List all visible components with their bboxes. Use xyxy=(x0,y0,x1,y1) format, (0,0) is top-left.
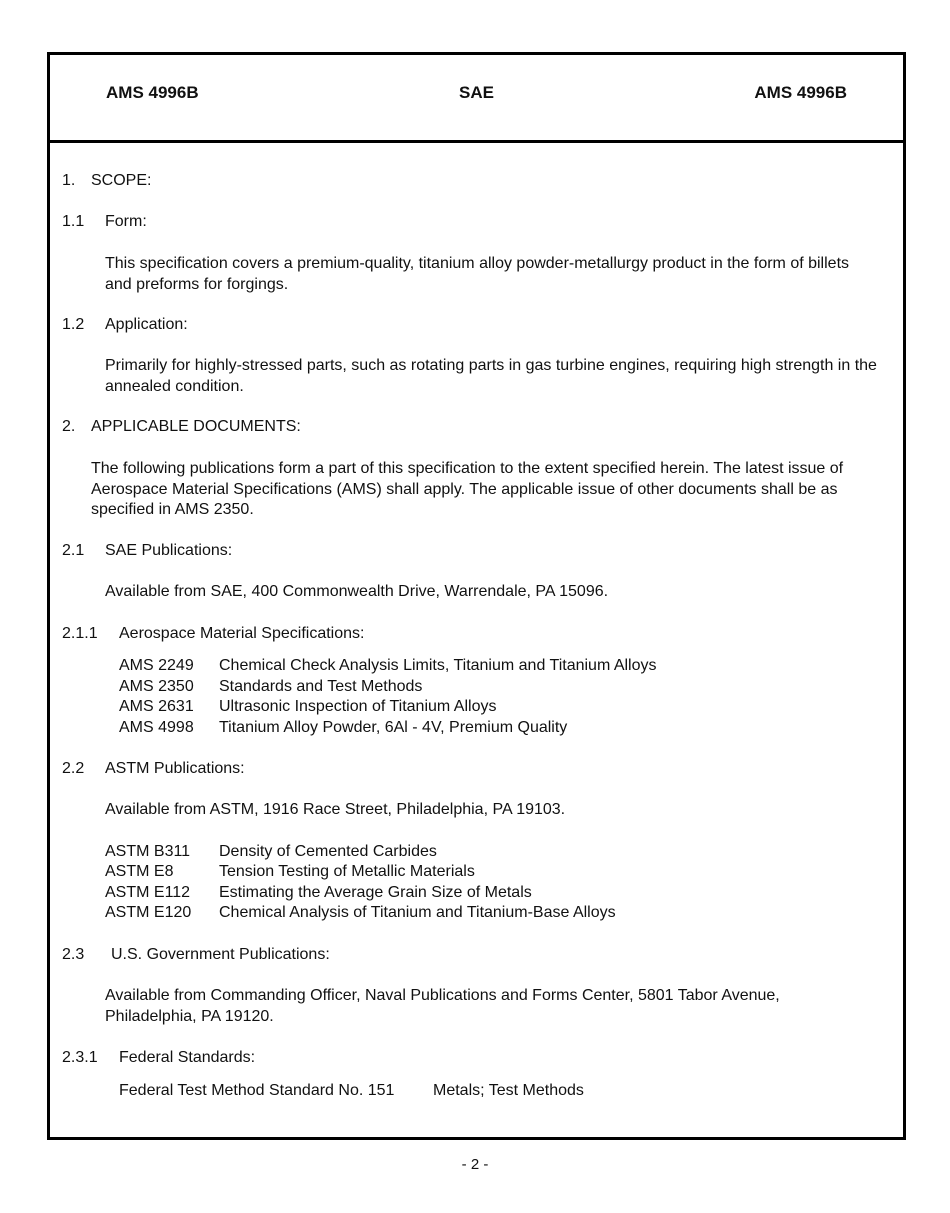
astm-ref-code: ASTM B311 xyxy=(105,843,191,860)
header-doc-number-left: AMS 4996B xyxy=(106,83,199,102)
ams-ref-code: AMS 2249 xyxy=(119,657,194,674)
astm-ref-code: ASTM E8 xyxy=(105,863,174,880)
section-2-3-1-title: Federal Standards: xyxy=(119,1049,256,1066)
section-2-1-body: Available from SAE, 400 Commonwealth Drive, Warrendale, PA 15096. xyxy=(105,583,609,600)
section-2-number: 2. xyxy=(62,418,76,435)
section-2-1-1-title: Aerospace Material Specifications: xyxy=(119,625,365,642)
federal-ref-code: Federal Test Method Standard No. 151 xyxy=(119,1082,395,1099)
ams-ref-description: Chemical Check Analysis Limits, Titanium and Titanium Alloys xyxy=(219,657,657,674)
section-1-number: 1. xyxy=(62,172,76,189)
astm-ref-description: Density of Cemented Carbides xyxy=(219,843,437,860)
section-1-1-body: This specification covers a premium-quality, titanium alloy powder-metallurgy product in the form of billets and preforms for forgings. xyxy=(105,255,850,293)
section-2-body: The following publications form a part of this specification to the extent specified herein. The latest issue of Aerospace Material Specifications (AMS) shall apply. The applicable issue of other documents shall be as specified in AMS 2350. xyxy=(91,460,844,518)
section-1-2-number: 1.2 xyxy=(62,316,85,333)
page-header xyxy=(50,55,903,143)
ams-ref-description: Ultrasonic Inspection of Titanium Alloys xyxy=(219,698,497,715)
federal-ref-description: Metals; Test Methods xyxy=(433,1082,584,1099)
astm-ref-description: Estimating the Average Grain Size of Metals xyxy=(219,884,532,901)
ams-ref-description: Standards and Test Methods xyxy=(219,678,423,695)
section-2-3-body: Available from Commanding Officer, Naval Publications and Forms Center, 5801 Tabor Avenue, Philadelphia, PA 19120. xyxy=(105,987,780,1025)
ams-ref-description: Titanium Alloy Powder, 6Al - 4V, Premium Quality xyxy=(219,719,568,736)
section-2-3-1-number: 2.3.1 xyxy=(62,1049,98,1066)
astm-ref-description: Chemical Analysis of Titanium and Titanium-Base Alloys xyxy=(219,904,616,921)
section-2-1-number: 2.1 xyxy=(62,542,85,559)
astm-ref-code: ASTM E112 xyxy=(105,884,191,901)
ams-ref-code: AMS 4998 xyxy=(119,719,194,736)
ams-ref-code: AMS 2631 xyxy=(119,698,194,715)
header-org: SAE xyxy=(459,83,494,102)
header-doc-number-right: AMS 4996B xyxy=(754,83,847,102)
section-1-1-number: 1.1 xyxy=(62,213,85,230)
section-2-2-title: ASTM Publications: xyxy=(105,760,245,777)
page-number: - 2 - xyxy=(461,1156,489,1173)
section-1-1-title: Form: xyxy=(105,213,147,230)
ams-ref-code: AMS 2350 xyxy=(119,678,194,695)
astm-ref-description: Tension Testing of Metallic Materials xyxy=(219,863,475,880)
section-2-1-1-number: 2.1.1 xyxy=(62,625,98,642)
section-1-2-body: Primarily for highly-stressed parts, such as rotating parts in gas turbine engines, requiring high strength in the annealed condition. xyxy=(105,357,877,395)
astm-ref-code: ASTM E120 xyxy=(105,904,192,921)
section-1-2-title: Application: xyxy=(105,316,188,333)
section-2-2-number: 2.2 xyxy=(62,760,85,777)
section-2-title: APPLICABLE DOCUMENTS: xyxy=(91,418,301,435)
section-2-1-title: SAE Publications: xyxy=(105,542,233,559)
section-2-3-number: 2.3 xyxy=(62,946,85,963)
section-2-2-body: Available from ASTM, 1916 Race Street, Philadelphia, PA 19103. xyxy=(105,801,566,818)
section-1-title: SCOPE: xyxy=(91,172,152,189)
section-2-3-title: U.S. Government Publications: xyxy=(111,946,330,963)
